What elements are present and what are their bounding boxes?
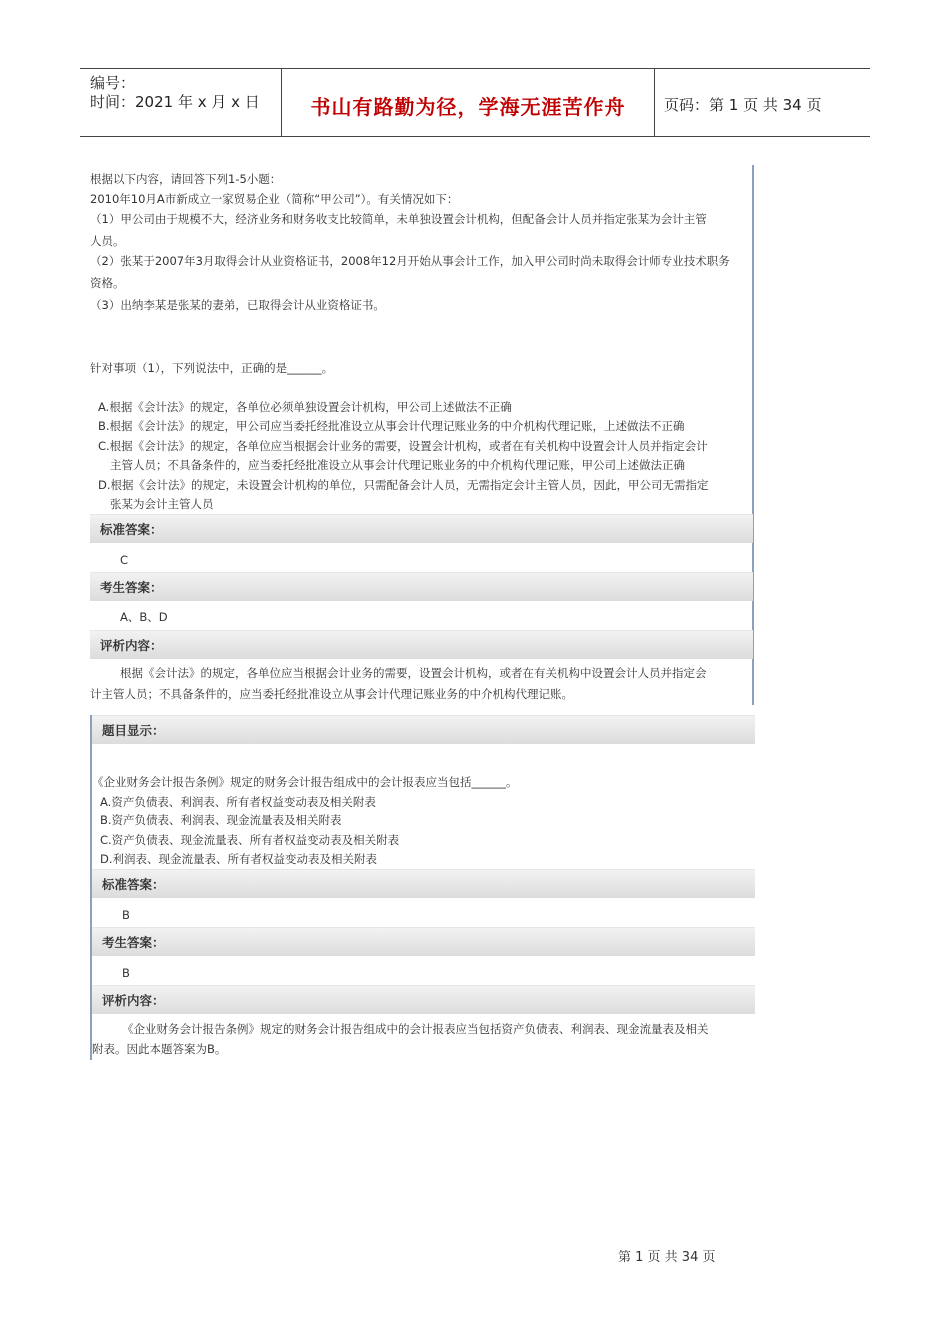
analysis-header: 评析内容： [90, 630, 753, 659]
standard-answer-value: B [122, 908, 130, 922]
standard-answer-header: 标准答案： [92, 869, 755, 898]
option-b: B.资产负债表、利润表、现金流量表及相关附表 [100, 813, 342, 827]
analysis-line: 根据《会计法》的规定，各单位应当根据会计业务的需要，设置会计机构，或者在有关机构中设置会计人员并指定会 [120, 666, 707, 680]
page-number-label: 页码：第 1 页 共 34 页 [664, 96, 822, 114]
option-a: A.资产负债表、利润表、所有者权益变动表及相关附表 [100, 795, 376, 809]
intro-line: 人员。 [90, 234, 125, 248]
student-answer-value: B [122, 966, 130, 980]
option-a: A.根据《会计法》的规定，各单位必须单独设置会计机构，甲公司上述做法不正确 [98, 400, 512, 414]
option-d-cont: 张某为会计主管人员 [110, 497, 214, 511]
doc-date-label: 时间：2021 年 x 月 x 日 [90, 93, 260, 111]
intro-line: 2010年10月A市新成立一家贸易企业（简称“甲公司”）。有关情况如下： [90, 192, 459, 206]
option-c: C.根据《会计法》的规定，各单位应当根据会计业务的需要，设置会计机构，或者在有关机构中设置会计人员并指定会计 [98, 439, 708, 453]
option-b: B.根据《会计法》的规定，甲公司应当委托经批准设立从事会计代理记账业务的中介机构代理记账，上述做法不正确 [98, 419, 685, 433]
student-answer-value: A、B、D [120, 610, 168, 624]
intro-line: 资格。 [90, 276, 125, 290]
analysis-line: 附表。因此本题答案为B。 [92, 1042, 227, 1056]
header-page-cell [654, 69, 870, 136]
intro-line: （2）张某于2007年3月取得会计从业资格证书，2008年12月开始从事会计工作，加入甲公司时尚未取得会计师专业技术职务 [90, 254, 730, 268]
analysis-header: 评析内容： [92, 985, 755, 1014]
option-c-cont: 主管人员；不具备条件的，应当委托经批准设立从事会计代理记账业务的中介机构代理记账，甲公司上述做法正确 [110, 458, 685, 472]
intro-line: （1）甲公司由于规模不大，经济业务和财务收支比较简单，未单独设置会计机构，但配备会计人员并指定张某为会计主管 [90, 212, 707, 226]
intro-line: （3）出纳李某是张某的妻弟，已取得会计从业资格证书。 [90, 298, 385, 312]
student-answer-header: 考生答案： [92, 927, 755, 956]
standard-answer-header: 标准答案： [90, 514, 753, 543]
page-footer: 第 1 页 共 34 页 [618, 1250, 716, 1265]
option-d: D.根据《会计法》的规定，未设置会计机构的单位，只需配备会计人员，无需指定会计主管人员，因此，甲公司无需指定 [98, 478, 709, 492]
header-info-cell [80, 69, 281, 136]
question-text: 《企业财务会计报告条例》规定的财务会计报告组成中的会计报表应当包括______。 [92, 775, 518, 789]
standard-answer-value: C [120, 553, 129, 567]
question-panel-1 [90, 165, 754, 705]
intro-line: 根据以下内容，请回答下列1-5小题： [90, 172, 282, 186]
student-answer-header: 考生答案： [90, 572, 753, 601]
header-motto-cell [281, 69, 655, 136]
motto-text: 书山有路勤为径，学海无涯苦作舟 [310, 95, 626, 119]
option-d: D.利润表、现金流量表、所有者权益变动表及相关附表 [100, 852, 378, 866]
question-text: 针对事项（1），下列说法中，正确的是______。 [90, 361, 334, 375]
analysis-line: 计主管人员；不具备条件的，应当委托经批准设立从事会计代理记账业务的中介机构代理记账。 [90, 687, 573, 701]
option-c: C.资产负债表、现金流量表、所有者权益变动表及相关附表 [100, 833, 400, 847]
question-panel-2 [90, 715, 755, 1060]
doc-number-label: 编号： [90, 74, 136, 92]
question-display-header: 题目显示： [92, 715, 755, 744]
page-header [80, 68, 870, 137]
analysis-line: 《企业财务会计报告条例》规定的财务会计报告组成中的会计报表应当包括资产负债表、利润表、现金流量表及相关 [122, 1022, 709, 1036]
